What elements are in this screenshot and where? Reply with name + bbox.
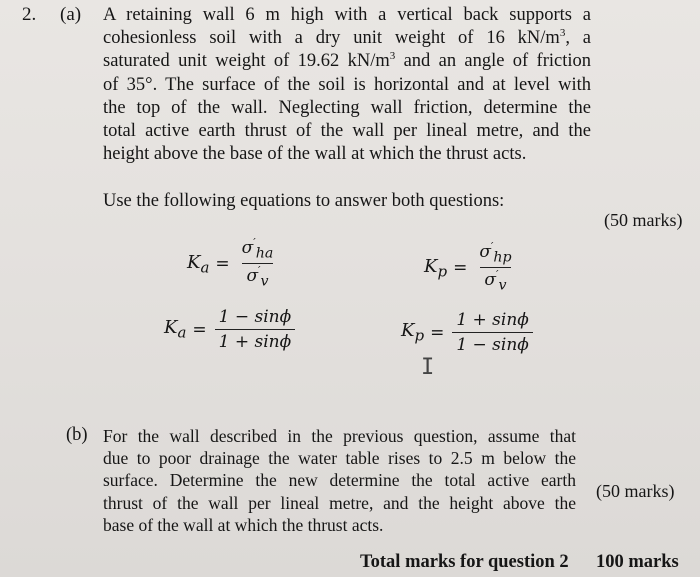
part-a-line-2: cohesionless soil with a dry unit weight of 16 $kN/m^3$, a (103, 27, 591, 49)
eq-lhs: $K_p$ (424, 255, 448, 281)
part-a-line-5: the top of the wall. Neglecting wall friction, determine the (103, 97, 591, 118)
part-b-line-1: For the wall described in the previous question, assume that (103, 426, 576, 446)
part-a-line-4: of 35°. The surface of the soil is horizontal and at level with (103, 74, 591, 95)
eq-equals: = (430, 322, 445, 343)
part-b-line-2: due to poor drainage the water table rises to 2.5 m below the (103, 448, 576, 469)
total-marks-label: Total marks for question 2 (360, 552, 569, 572)
instruction-text: Use the following equations to answer both questions: (103, 191, 505, 211)
equation-kp-stress (424, 242, 516, 294)
eq-fraction (475, 242, 515, 294)
part-b-line-4: thrust of the wall per lineal metre, and the height above the (103, 492, 576, 513)
eq-denominator: 1 − sinϕ (452, 332, 533, 355)
superscript-3: 3 (389, 50, 396, 63)
part-b-label: (b) (66, 425, 88, 445)
marks-part-a: (50 marks) (604, 210, 683, 230)
part-a-line-6: total active earth thrust of the wall per lineal metre, and the (103, 121, 591, 142)
part-b-text (103, 425, 576, 536)
equation-ka-sin (164, 307, 295, 352)
equation-kp-sin (401, 310, 533, 355)
text-cursor-icon: I (421, 355, 435, 380)
marks-part-b: (50 marks) (596, 481, 675, 501)
equation-ka-stress (187, 238, 277, 290)
part-a-line-7: height above the base of the wall at which the thrust acts. (103, 144, 527, 165)
eq-denominator: 1 + sinϕ (215, 329, 296, 352)
eq-lhs: $K_a$ (187, 251, 210, 277)
eq-equals: = (453, 257, 468, 278)
eq-numerator: $\sigma'_{ha}$ (241, 236, 274, 262)
eq-numerator: 1 − sinϕ (218, 307, 292, 327)
superscript-3: 3 (559, 27, 566, 40)
eq-denominator: $\sigma'_v$ (242, 263, 272, 289)
eq-denominator: $\sigma'_v$ (480, 267, 510, 293)
part-b-line-3: surface. Determine the new determine the total active earth (103, 470, 576, 491)
part-a-label: (a) (60, 4, 82, 25)
part-b-line-5: base of the wall at which the thrust acts. (103, 514, 384, 535)
eq-lhs: $K_p$ (401, 320, 425, 345)
eq-fraction (452, 310, 533, 355)
eq-equals: = (215, 253, 230, 274)
eq-fraction (238, 238, 278, 290)
part-a-line-1: A retaining wall 6 m high with a vertical back supports a (103, 5, 591, 25)
part-a-text (103, 4, 591, 166)
eq-lhs: $K_a$ (164, 317, 187, 342)
part-a-line-3: saturated unit weight of 19.62 $kN/m^3$ and an angle of friction (103, 50, 591, 72)
eq-fraction (215, 307, 296, 352)
total-marks-value: 100 marks (596, 552, 679, 572)
eq-numerator: $\sigma'_{hp}$ (479, 240, 512, 266)
question-number: 2. (22, 4, 37, 25)
eq-equals: = (192, 319, 207, 340)
eq-numerator: 1 + sinϕ (456, 310, 529, 330)
